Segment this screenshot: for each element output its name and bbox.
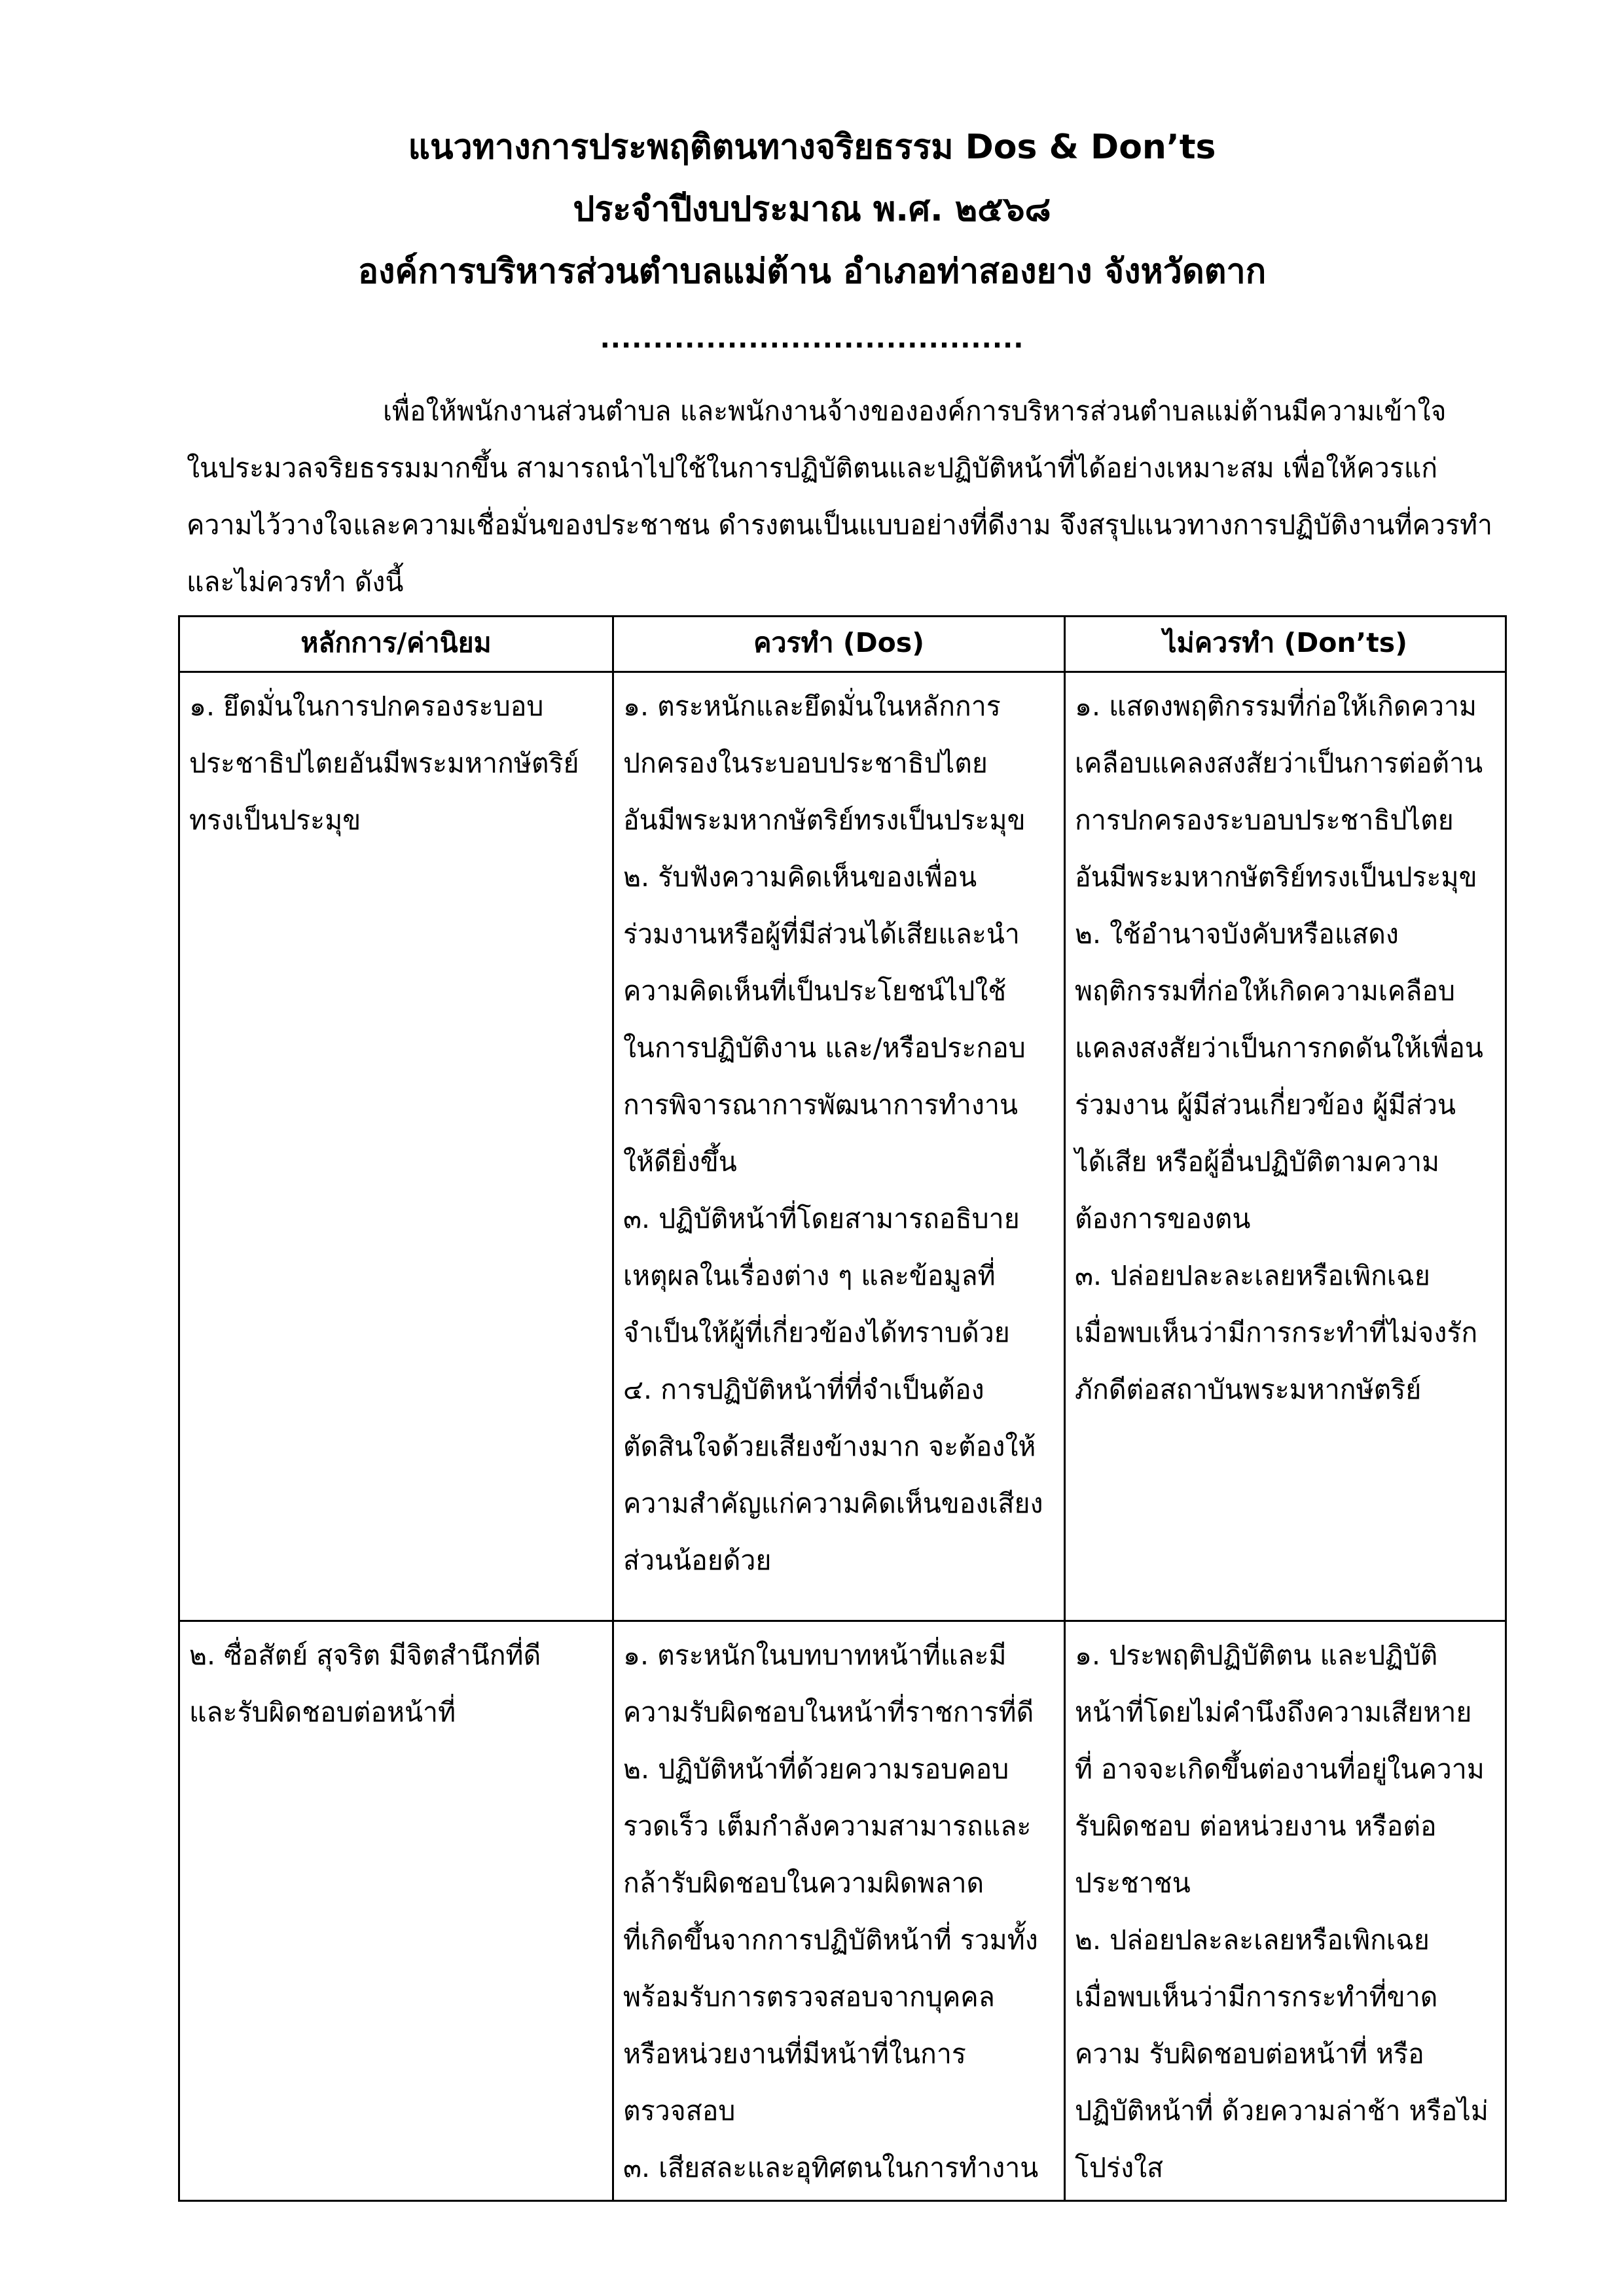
header-donts: ไม่ควรทำ (Don’ts): [1064, 617, 1505, 671]
principle-text-line: ๑. ยึดมั่นในการปกครองระบอบ: [189, 691, 544, 722]
dos-text-line: ปกครองในระบอบประชาธิปไตย: [623, 747, 988, 779]
donts-text-line: เมื่อพบเห็นว่ามีการกระทำที่ไม่จงรัก: [1075, 1317, 1478, 1348]
donts-text-line: รับผิดชอบ ต่อหน่วยงาน หรือต่อ: [1075, 1810, 1437, 1842]
dos-text-line: หรือหน่วยงานที่มีหน้าที่ในการ: [623, 2038, 966, 2070]
donts-text-line: ได้เสีย หรือผู้อื่นปฏิบัติตามความ: [1075, 1146, 1440, 1177]
donts-text-line: โปร่งใส: [1075, 2152, 1164, 2183]
intro-paragraph: [187, 383, 1492, 611]
dos-text-line: ตัดสินใจด้วยเสียงข้างมาก จะต้องให้: [623, 1431, 1036, 1462]
dos-text-line: ตรวจสอบ: [623, 2095, 736, 2126]
dos-donts-table: [178, 615, 1507, 2202]
dos-text-line: อันมีพระมหากษัตริย์ทรงเป็นประมุข: [623, 804, 1026, 836]
donts-text-line: ๒. ใช้อำนาจบังคับหรือแสดง: [1075, 918, 1399, 950]
dos-text-line: ส่วนน้อยด้วย: [623, 1545, 772, 1576]
table-header-row: [180, 617, 1505, 671]
intro-line: และไม่ควรทำ ดังนี้: [187, 566, 404, 598]
donts-cell: [1064, 1622, 1505, 2200]
dos-text-line: การพิจารณาการพัฒนาการทำงาน: [623, 1089, 1018, 1121]
table-row: [180, 671, 1505, 1620]
dos-cell: [612, 1622, 1064, 2200]
dos-text-line: กล้ารับผิดชอบในความผิดพลาด: [623, 1867, 984, 1899]
dos-text-line: ๑. ตระหนักในบทบาทหน้าที่และมี: [623, 1640, 1007, 1671]
donts-text-line: เมื่อพบเห็นว่ามีการกระทำที่ขาด: [1075, 1981, 1438, 2013]
donts-text-line: ต้องการของตน: [1075, 1203, 1251, 1234]
donts-text-line: ปฏิบัติหน้าที่ ด้วยความล่าช้า หรือไม่: [1075, 2095, 1489, 2126]
title-line-2: ประจำปีงบประมาณ พ.ศ. ๒๕๖๘: [573, 190, 1051, 229]
dos-text-line: ความรับผิดชอบในหน้าที่ราชการที่ดี: [623, 1696, 1034, 1728]
donts-text-line: แคลงสงสัยว่าเป็นการกดดันให้เพื่อน: [1075, 1032, 1483, 1064]
donts-text-line: ๑. แสดงพฤติกรรมที่ก่อให้เกิดความ: [1075, 691, 1477, 722]
donts-text-line: การปกครองระบอบประชาธิปไตย: [1075, 804, 1454, 836]
title-line-3: องค์การบริหารส่วนตำบลแม่ต้าน อำเภอท่าสองยาง จังหวัดตาก: [357, 252, 1267, 291]
principle-cell: [180, 1622, 612, 2200]
dos-text-line: ๒. รับฟังความคิดเห็นของเพื่อน: [623, 861, 977, 893]
dos-text-line: ๓. ปฏิบัติหน้าที่โดยสามารถอธิบาย: [623, 1203, 1020, 1234]
principle-cell: [180, 673, 612, 1620]
header-principle: หลักการ/ค่านิยม: [300, 627, 492, 658]
dos-text-line: ให้ดียิ่งขึ้น: [623, 1146, 737, 1177]
donts-text-line: ภักดีต่อสถาบันพระมหากษัตริย์: [1075, 1374, 1422, 1405]
donts-text-line: ร่วมงาน ผู้มีส่วนเกี่ยวข้อง ผู้มีส่วน: [1075, 1089, 1456, 1121]
header-dos: ควรทำ (Dos): [612, 617, 1064, 671]
dos-text-line: ๓. เสียสละและอุทิศตนในการทำงาน: [623, 2152, 1039, 2183]
donts-text-line: ๑. ประพฤติปฏิบัติตน และปฏิบัติ: [1075, 1640, 1438, 1671]
donts-text-line: พฤติกรรมที่ก่อให้เกิดความเคลือบ: [1075, 975, 1456, 1007]
donts-text-line: เคลือบแคลงสงสัยว่าเป็นการต่อต้าน: [1075, 747, 1483, 779]
dos-text-line: ๑. ตระหนักและยึดมั่นในหลักการ: [623, 691, 1001, 722]
donts-text-line: หน้าที่โดยไม่คำนึงถึงความเสียหาย: [1075, 1696, 1472, 1728]
dos-text-line: ร่วมงานหรือผู้ที่มีส่วนได้เสียและนำ: [623, 918, 1020, 950]
donts-text-line: อันมีพระมหากษัตริย์ทรงเป็นประมุข: [1075, 861, 1477, 893]
intro-line: ความไว้วางใจและความเชื่อมั่นของประชาชน ดำรงตนเป็นแบบอย่างที่ดีงาม จึงสรุปแนวทางการปฏิบัติงานที่ควรทำ: [187, 509, 1492, 541]
donts-text-line: ที่ อาจจะเกิดขึ้นต่องานที่อยู่ในความ: [1075, 1753, 1485, 1785]
dos-text-line: พร้อมรับการตรวจสอบจากบุคคล: [623, 1981, 995, 2013]
dos-text-line: ที่เกิดขึ้นจากการปฏิบัติหน้าที่ รวมทั้ง: [623, 1924, 1038, 1956]
principle-text-line: ประชาธิปไตยอันมีพระมหากษัตริย์: [189, 747, 579, 779]
principle-text-line: และรับผิดชอบต่อหน้าที่: [189, 1696, 456, 1728]
dos-text-line: ในการปฏิบัติงาน และ/หรือประกอบ: [623, 1032, 1026, 1064]
dos-cell: [612, 673, 1064, 1620]
donts-text-line: ความ รับผิดชอบต่อหน้าที่ หรือ: [1075, 2038, 1424, 2070]
dos-text-line: ๒. ปฏิบัติหน้าที่ด้วยความรอบคอบ: [623, 1753, 1009, 1785]
document-title: [0, 117, 1624, 303]
dotted-separator: ........................................: [600, 324, 1024, 354]
dos-text-line: จำเป็นให้ผู้ที่เกี่ยวข้องได้ทราบด้วย: [623, 1317, 1010, 1348]
intro-line: ในประมวลจริยธรรมมากขึ้น สามารถนำไปใช้ในการปฏิบัติตนและปฏิบัติหน้าที่ได้อย่างเหมาะสม เพื่อให้ควรแก่: [187, 452, 1438, 484]
title-line-1: แนวทางการประพฤติตนทางจริยธรรม Dos & Don’ts: [408, 128, 1216, 167]
donts-cell: [1064, 673, 1505, 1620]
intro-line: เพื่อให้พนักงานส่วนตำบล และพนักงานจ้างขององค์การบริหารส่วนตำบลแม่ต้านมีความเข้าใจ: [383, 395, 1447, 427]
dos-text-line: ความคิดเห็นที่เป็นประโยชน์ไปใช้: [623, 975, 1007, 1007]
principle-text-line: ๒. ซื่อสัตย์ สุจริต มีจิตสำนึกที่ดี: [189, 1640, 541, 1671]
table-row: [180, 1620, 1505, 2200]
donts-text-line: ๒. ปล่อยปละละเลยหรือเพิกเฉย: [1075, 1924, 1430, 1956]
dos-text-line: ความสำคัญแก่ความคิดเห็นของเสียง: [623, 1488, 1043, 1519]
donts-text-line: ๓. ปล่อยปละละเลยหรือเพิกเฉย: [1075, 1260, 1430, 1291]
dos-text-line: ๔. การปฏิบัติหน้าที่ที่จำเป็นต้อง: [623, 1374, 984, 1405]
dos-text-line: รวดเร็ว เต็มกำลังความสามารถและ: [623, 1810, 1032, 1842]
dos-text-line: เหตุผลในเรื่องต่าง ๆ และข้อมูลที่: [623, 1260, 996, 1291]
principle-text-line: ทรงเป็นประมุข: [189, 804, 361, 836]
donts-text-line: ประชาชน: [1075, 1867, 1191, 1899]
